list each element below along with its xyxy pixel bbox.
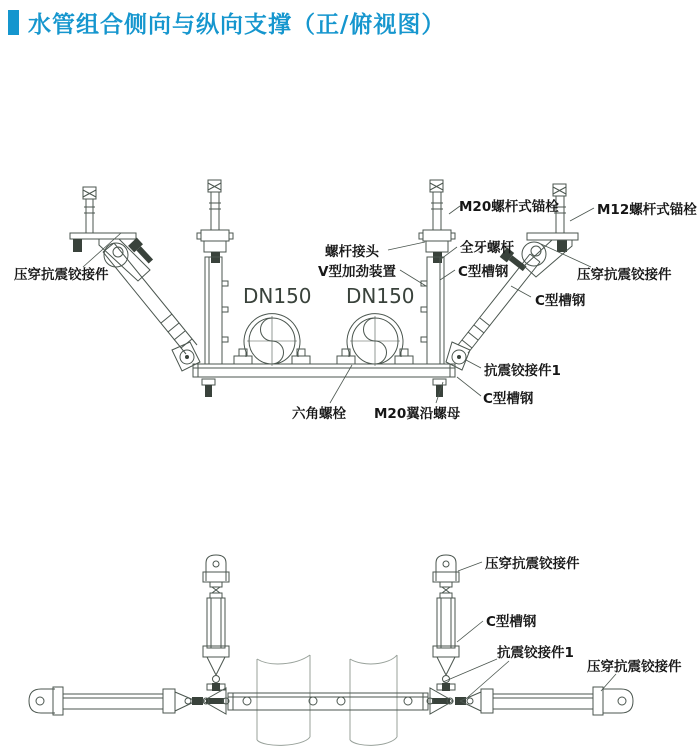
title-accent-bar <box>8 10 19 35</box>
hanger-rod-right <box>430 180 443 230</box>
label-m12-anchor: M12螺杆式锚栓 <box>597 202 697 218</box>
flange-nut-under-beam <box>433 379 446 397</box>
seismic-hinge-bracket-left <box>203 688 229 714</box>
label-full-thread-rod: 全牙螺杆 <box>460 240 514 256</box>
hanger-rod-left <box>208 180 221 230</box>
label-c-channel-brace: C型槽钢 <box>535 293 586 309</box>
top-view-labels <box>485 555 682 675</box>
label-rod-joint: 螺杆接头 <box>325 244 379 260</box>
pipe-clamp-2 <box>337 314 413 366</box>
label-v-stiffener: V型加劲装置 <box>318 264 396 280</box>
label-press-hinge-left: 压穿抗震铰接件 <box>14 267 109 283</box>
hanger-channel-right <box>421 257 444 364</box>
anchor-bolt-left-corner <box>83 187 96 233</box>
page-title: 水管组合侧向与纵向支撑（正/俯视图） <box>28 12 446 38</box>
beam-channel <box>193 364 455 377</box>
label-dn150-right: DN150 <box>346 284 415 308</box>
label-c-channel-beam: C型槽钢 <box>483 391 534 407</box>
label-m20-anchor: M20螺杆式锚栓 <box>459 199 559 215</box>
label-press-hinge-top: 压穿抗震铰接件 <box>485 556 580 572</box>
label-press-hinge-right: 压穿抗震铰接件 <box>577 267 672 283</box>
label-m20-flange-nut: M20翼沿螺母 <box>374 406 461 422</box>
hex-bolt-under-beam <box>202 379 215 397</box>
seismic-hinge-bracket-right <box>427 688 453 714</box>
rod-coupler-left <box>197 230 233 252</box>
pipe-2-top-view <box>350 655 397 745</box>
top-view-brace-left <box>203 555 229 691</box>
rod-coupler-right <box>419 230 455 252</box>
top-view-brace-right <box>433 555 459 691</box>
label-press-hinge-right-topview: 压穿抗震铰接件 <box>587 659 682 675</box>
label-hex-bolt: 六角螺栓 <box>292 406 346 422</box>
label-seismic-hinge-1: 抗震铰接件1 <box>484 363 561 379</box>
cross-channel <box>228 693 428 710</box>
longitudinal-rod-right <box>455 687 633 715</box>
pipe-clamp-1 <box>234 314 310 366</box>
longitudinal-rod-left <box>29 687 203 715</box>
hinge-connector-bottom-left <box>172 342 200 371</box>
label-c-channel-topview: C型槽钢 <box>486 614 537 630</box>
front-view-labels <box>14 198 697 422</box>
label-dn150-left: DN150 <box>243 284 312 308</box>
label-c-channel-hanger: C型槽钢 <box>458 264 509 280</box>
hanger-channel-left <box>205 257 228 364</box>
pipe-1-top-view <box>257 655 310 745</box>
label-seismic-hinge-1-topview: 抗震铰接件1 <box>497 645 574 661</box>
page-header <box>8 6 445 39</box>
